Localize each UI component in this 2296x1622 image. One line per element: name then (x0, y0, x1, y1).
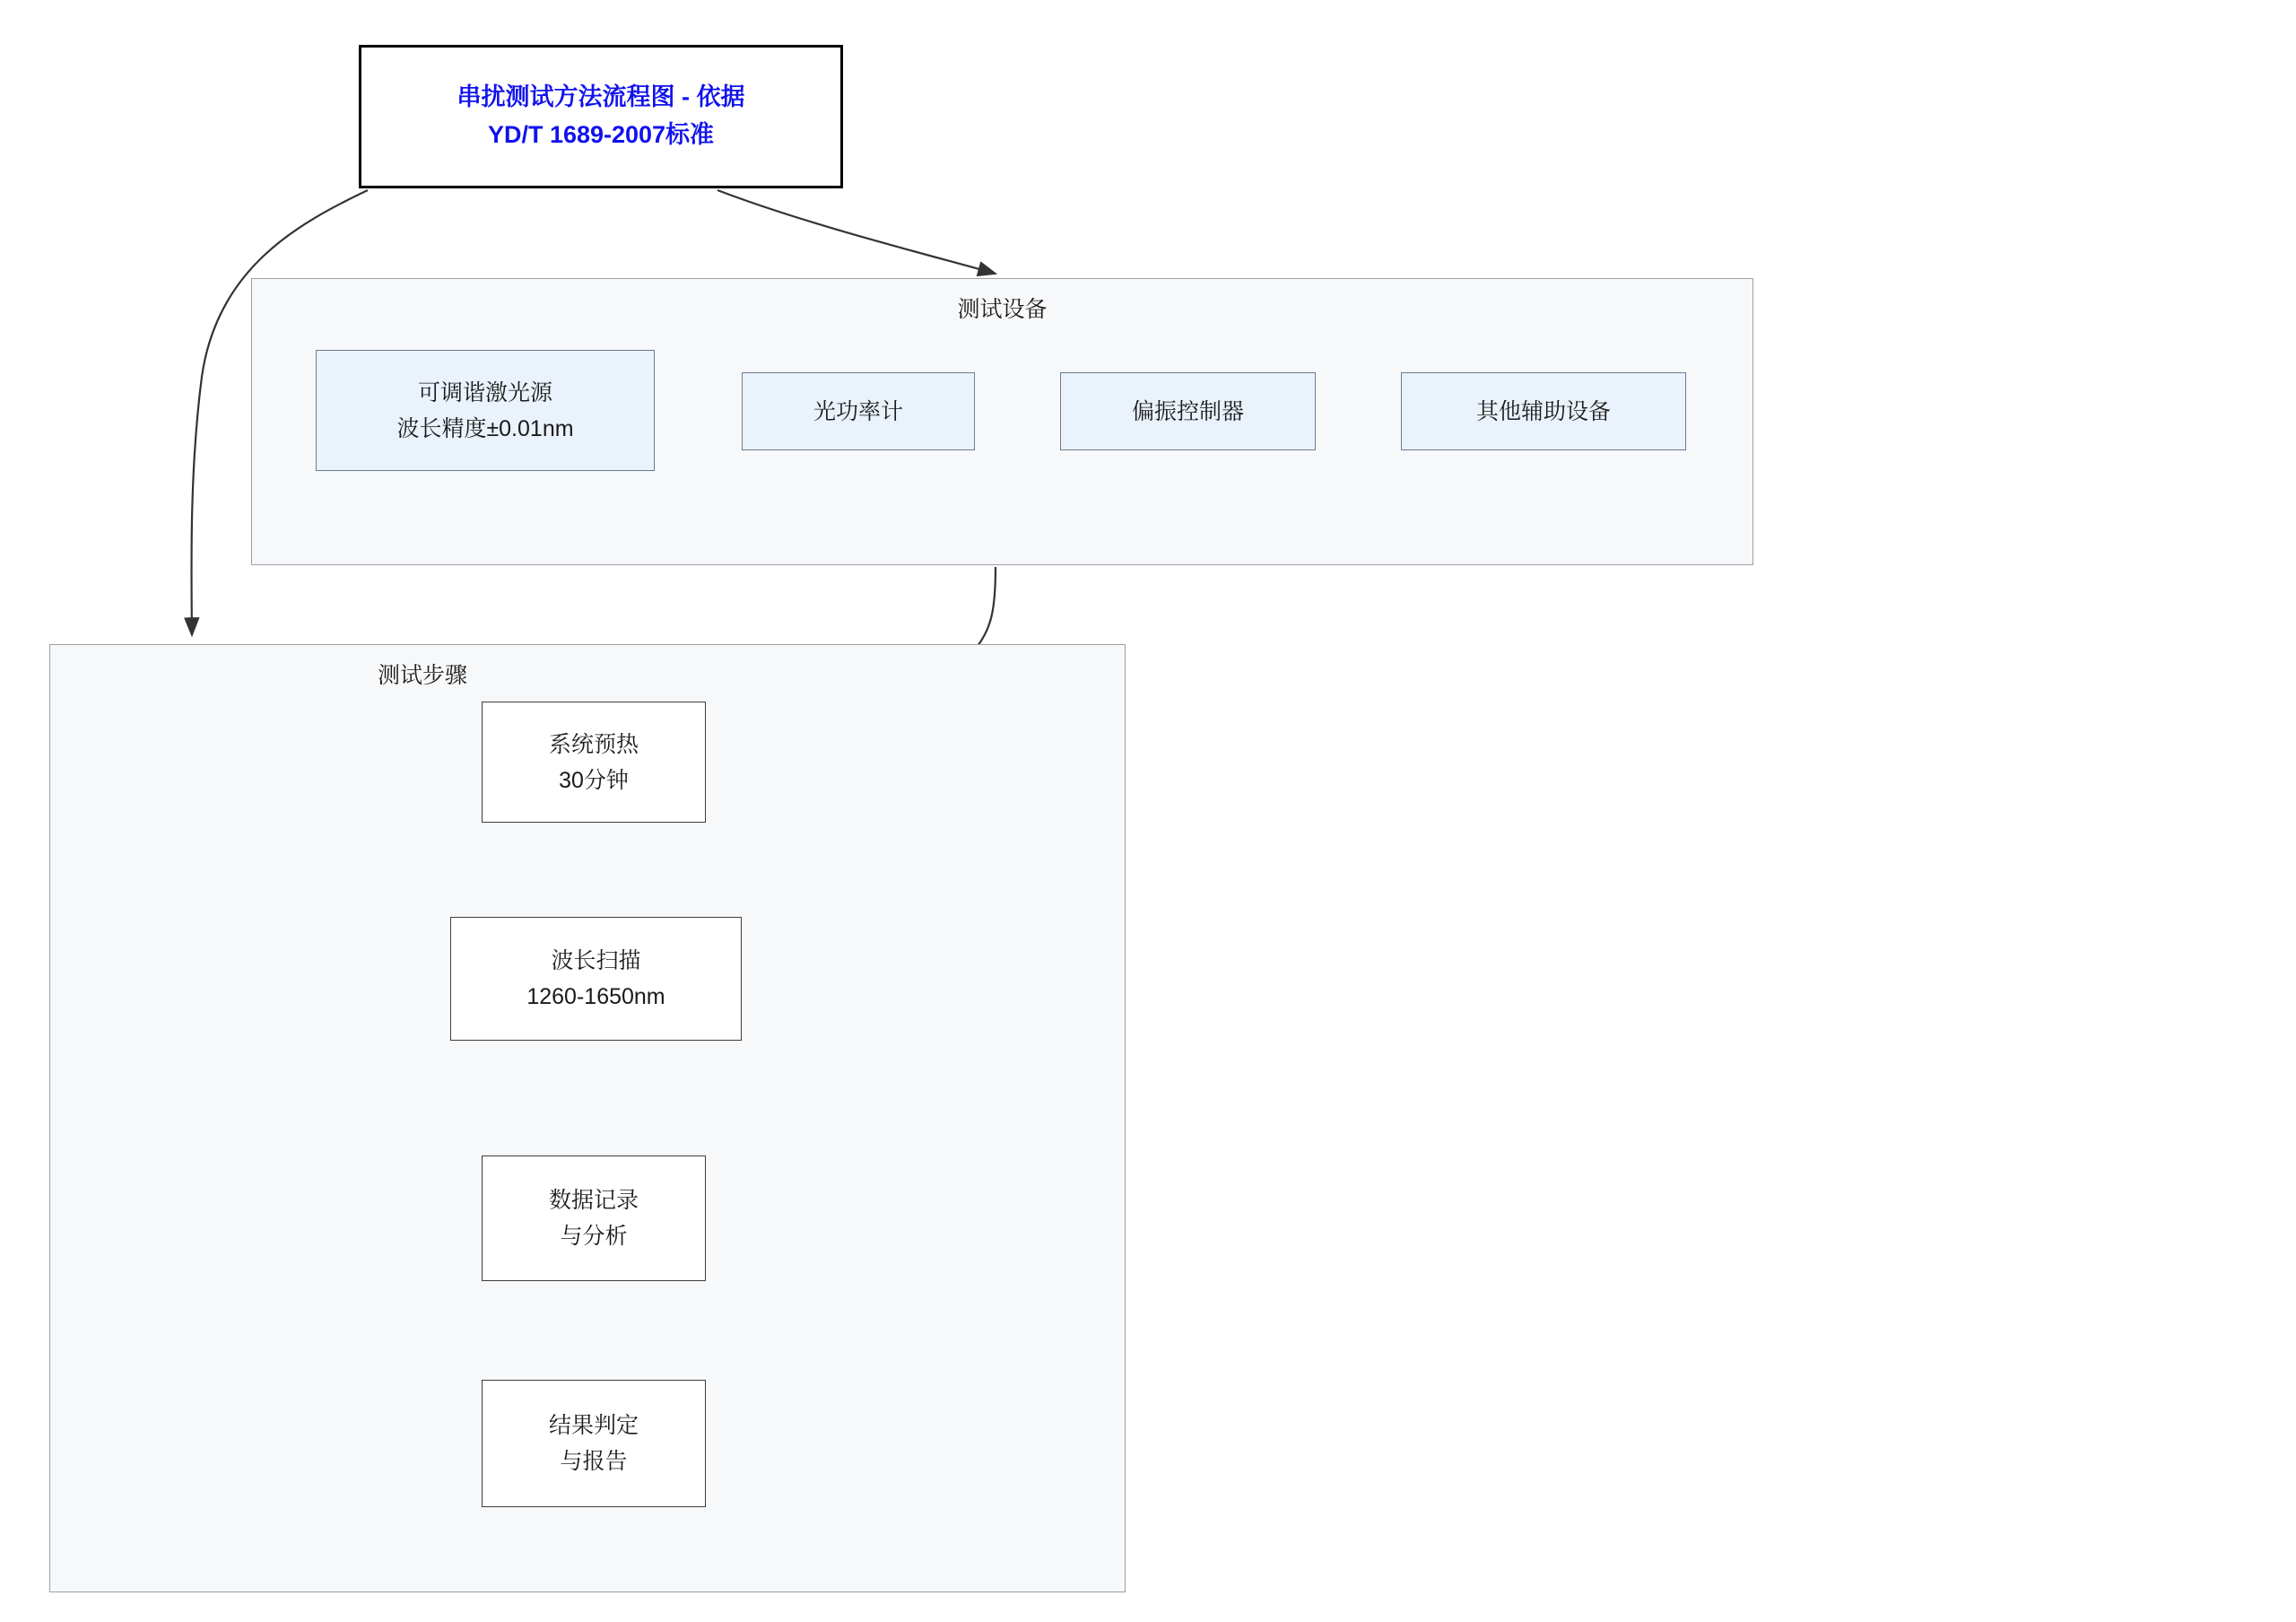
step-warmup-line-1: 系统预热 (548, 731, 639, 757)
title-line-2: YD/T 1689-2007标准 (487, 121, 715, 148)
cluster-steps-label: 测试步骤 (377, 663, 467, 688)
equipment-polarization-label: 偏振控制器 (1131, 398, 1244, 424)
equipment-node-polarization-controller (1060, 372, 1316, 450)
step-result-line-2: 与报告 (560, 1449, 628, 1474)
step-node-warmup (482, 702, 706, 823)
step-node-data-record (482, 1155, 706, 1281)
step-warmup-line-2: 30分钟 (559, 767, 629, 793)
step-node-result (482, 1380, 706, 1507)
equipment-laser-line-1: 可调谐激光源 (417, 379, 552, 406)
step-scan-line-1: 波长扫描 (551, 948, 641, 973)
step-scan-line-2: 1260-1650nm (526, 984, 665, 1009)
step-record-line-1: 数据记录 (548, 1188, 639, 1213)
equipment-power-meter-label: 光功率计 (813, 398, 903, 424)
title-box (359, 45, 843, 188)
edge-title-to-equipment (718, 190, 996, 274)
equipment-laser-line-2: 波长精度±0.01nm (396, 415, 574, 441)
step-record-line-2: 与分析 (560, 1224, 628, 1249)
cluster-equipment-label: 测试设备 (957, 297, 1048, 322)
equipment-node-power-meter (742, 372, 975, 450)
equipment-node-laser (316, 350, 655, 471)
step-result-line-1: 结果判定 (548, 1413, 639, 1438)
equipment-node-auxiliary (1401, 372, 1686, 450)
title-line-1: 串扰测试方法流程图 - 依据 (457, 83, 745, 111)
equipment-auxiliary-label: 其他辅助设备 (1475, 398, 1611, 424)
step-node-wavelength-scan (450, 917, 742, 1041)
